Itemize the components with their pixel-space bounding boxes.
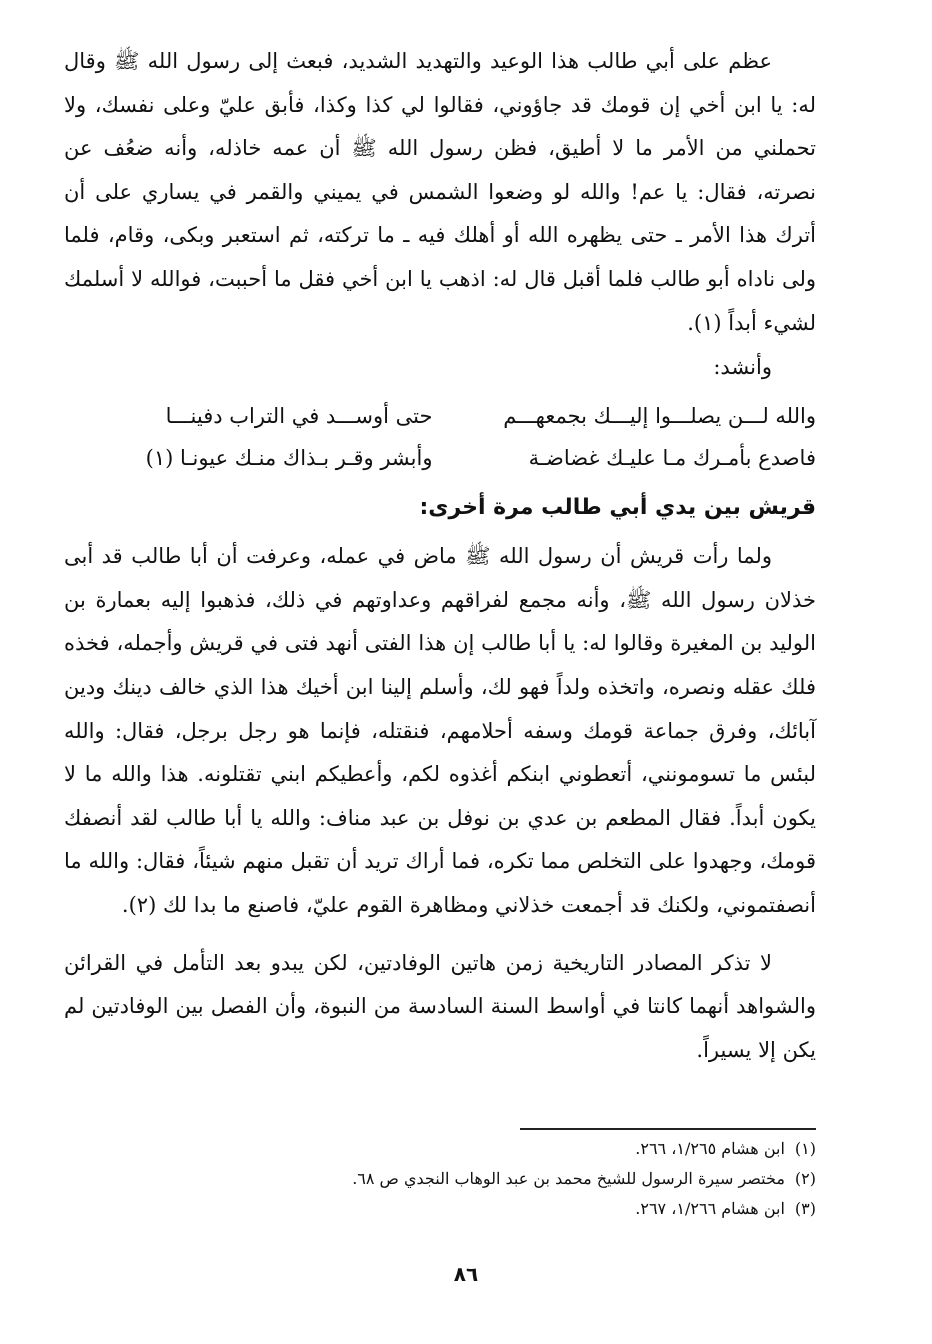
poem-first-hemistich: والله لـــن يصلـــوا إليـــك بجمعهـــم	[503, 404, 816, 429]
closing-paragraph: لا تذكر المصادر التاريخية زمن هاتين الوفادتين، لكن يبدو بعد التأمل في القرائن والشواهد أنهما كانتا في أواسط السنة السادسة من النبوة، وأن الفصل بين الوفادتين لم يكن إلا يسيراً.	[64, 950, 816, 1062]
section-body-paragraph: ولما رأت قريش أن رسول الله ﷺ ماض في عمله، وعرفت أن أبا طالب قد أبى خذلان رسول الله ﷺ، وأنه مجمع لفراقهم وعداوتهم في ذلك، فذهبوا إليه بعمارة بن الوليد بن المغيرة وقالوا له: يا أبا طالب إن هذا الفتى أنهد فتى في قريش وأجمله، فخذه فلك عقله ونصره، واتخذه ولداً فهو لك، وأسلم إلينا ابن أخيك هذا الذي خالف دينك ودين آبائك، وفرق جماعة قومك وسفه أحلامهم، فنقتله، فإنما هو رجل برجل، فقال: والله لبئس ما تسومونني، أتعطوني ابنكم أغذوه لكم، وأعطيكم ابني تقتلونه. هذا والله ما لا يكون أبداً. فقال المطعم بن عدي بن نوفل بن عبد مناف: والله يا أبا طالب لقد أنصفك قومك، وجهدوا على التخلص مما تكره، فما أراك تريد أن تقبل منهم شيئاً، فقال: والله ما أنصفتموني، ولكنك قد أجمعت خذلاني ومظاهرة القوم عليّ، فاصنع ما بدا لك (٢).	[64, 544, 816, 917]
footnote-number: (٢)	[794, 1169, 816, 1188]
opening-paragraph: عظم على أبي طالب هذا الوعيد والتهديد الشديد، فبعث إلى رسول الله ﷺ وقال له: يا ابن أخي إن قومك قد جاؤوني، فقالوا لي كذا وكذا، فأبق عليّ وعلى نفسك، ولا تحملني من الأمر ما لا أطيق، فظن رسول الله ﷺ أن عمه خاذله، وأنه ضعُف عن نصرته، فقال: يا عم! والله لو وضعوا الشمس في يميني والقمر في يساري على أن أترك هذا الأمر ـ حتى يظهره الله أو أهلك فيه ـ ما تركته، ثم استعبر وبكى، وقام، فلما ولى ناداه أبو طالب فلما أقبل قال له: اذهب يا ابن أخي فقل ما أحببت، فوالله لا أسلمك لشيء أبداً (١).	[64, 49, 816, 335]
poem-intro: وأنشد:	[713, 355, 772, 380]
footnote-number: (٣)	[794, 1199, 816, 1218]
poem-second-hemistich: حتى أوســـد في التراب دفينـــا	[165, 404, 433, 429]
footnotes	[64, 1134, 816, 1224]
footnote-text: ابن هشام ١/٢٦٦، ٢٦٧.	[635, 1199, 785, 1218]
poem-first-hemistich: فاصدع بأمـرك مـا عليـك غضاضـة	[528, 446, 816, 471]
footnote-text: مختصر سيرة الرسول للشيخ محمد بن عبد الوهاب النجدي ص ٦٨.	[352, 1169, 785, 1188]
page-content	[64, 40, 816, 1072]
footnote	[64, 1194, 816, 1224]
section-heading: قريش بين يدي أبي طالب مرة أخرى:	[419, 495, 816, 521]
poem-second-hemistich: وأبشر وقـر بـذاك منـك عيونـا (١)	[145, 446, 433, 471]
page-number: ٨٦	[453, 1262, 479, 1286]
footnote-text: ابن هشام ١/٢٦٥، ٢٦٦.	[635, 1139, 785, 1158]
footnote-separator	[520, 1128, 816, 1130]
poem-verse	[64, 395, 816, 437]
footnote	[64, 1164, 816, 1194]
poem-verse	[64, 437, 816, 479]
footnote-number: (١)	[794, 1139, 816, 1158]
footnote	[64, 1134, 816, 1164]
poem	[64, 395, 816, 479]
